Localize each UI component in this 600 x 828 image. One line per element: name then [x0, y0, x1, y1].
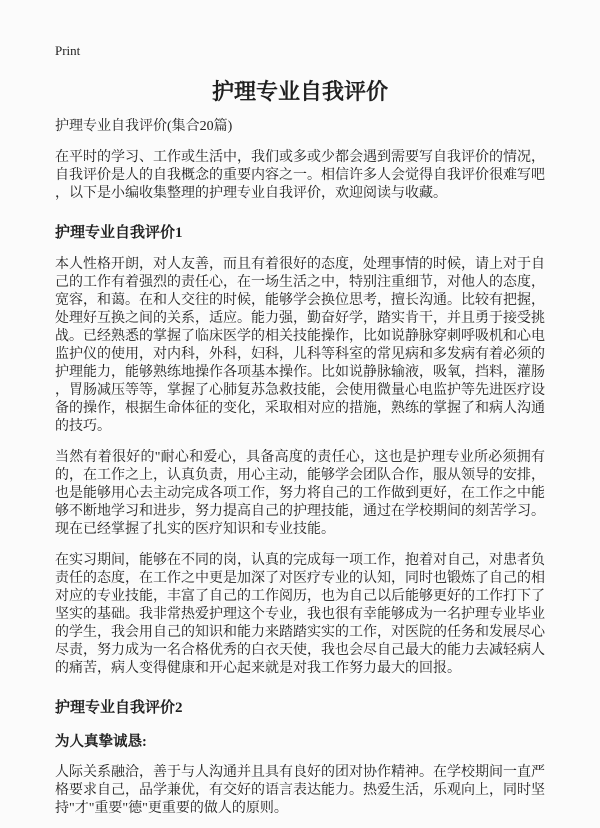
section-1-paragraph-3: 在实习期间，能够在不同的岗，认真的完成每一项工作，抱着对自己，对患者负责任的态度，在工作之中更是加深了对医疗专业的认知，同时也锻炼了自己的相对应的专业技能，丰富了自己的工作阅历，也为自己以后能够更好的工作打下了坚实的基础。我非常热爱护理这个专业，我也很有幸能够成为一名护理专业毕业的学生，我会用自己的知识和能力来踏踏实实的工作，对医院的任务和发展尽心尽责，努力成为一名合格优秀的白衣天使，我也会尽自己最大的能力去减轻病人的痛苦，病人变得健康和开心起来就是对我工作努力最大的回报。 [55, 553, 545, 676]
section-1-paragraph-2: 当然有着很好的"耐心和爱心，具备高度的责任心，这也是护理专业所必须拥有的，在工作之上，认真负责，用心主动，能够学会团队合作，服从领导的安排，也是能够用心去主动完成各项工作，努力将自己的工作做到更好，在工作之中能够不断地学习和进步，努力提高自己的护理技能，通过在学校期间的刻苦学习。现在已经掌握了扎实的医疗知识和专业技能。 [55, 450, 545, 537]
document-subtitle: 护理专业自我评价(集合20篇) [55, 119, 233, 134]
page-title: 护理专业自我评价 [211, 79, 388, 104]
section-2-heading: 护理专业自我评价2 [55, 700, 183, 716]
section-1-paragraph-1: 本人性格开朗，对人友善，而且有着很好的态度，处理事情的时候，请上对于自己的工作有着强烈的责任心，在一场生活之中，特别注重细节，对他人的态度，宽容，和蔼。在和人交往的时候，能够学会换位思考，擅长沟通。比较有把握，处理好互换之间的关系，适应。能力强，勤奋好学，踏实肯干，并且勇于接受挑战。已经熟悉的掌握了临床医学的相关技能操作，比如说静脉穿刺呼吸机和心电监护仪的使用，对内科，外科，妇科，儿科等科室的常见病和多发病有着必须的护理能力，能够熟练地操作各项基本操作。比如说静脉输液，吸氧，挡料，灌肠，胃肠减压等等，掌握了心肺复苏急救技能，会使用微量心电监护等先进医疗设备的操作，根据生命体征的变化，采取相对应的措施，熟练的掌握了和病人沟通的技巧。 [55, 257, 545, 434]
print-link[interactable]: Print [55, 43, 81, 58]
intro-paragraph: 在平时的学习、工作或生活中，我们或多或少都会遇到需要写自我评价的情况，自我评价是人的自我概念的重要内容之一。相信许多人会觉得自我评价很难写吧，以下是小编收集整理的护理专业自我评价，欢迎阅读与收藏。 [55, 150, 545, 201]
section-1-heading: 护理专业自我评价1 [55, 225, 183, 241]
section-2-paragraph-1: 人际关系融洽，善于与人沟通并且具有良好的团对协作精神。在学校期间一直严格要求自己，品学兼优，有交好的语言表达能力。热爱生活，乐观向上，同时坚持"才"重要"德"更重要的做人的原则。 [55, 765, 545, 816]
section-2-subheading: 为人真挚诚恳: [55, 734, 147, 750]
